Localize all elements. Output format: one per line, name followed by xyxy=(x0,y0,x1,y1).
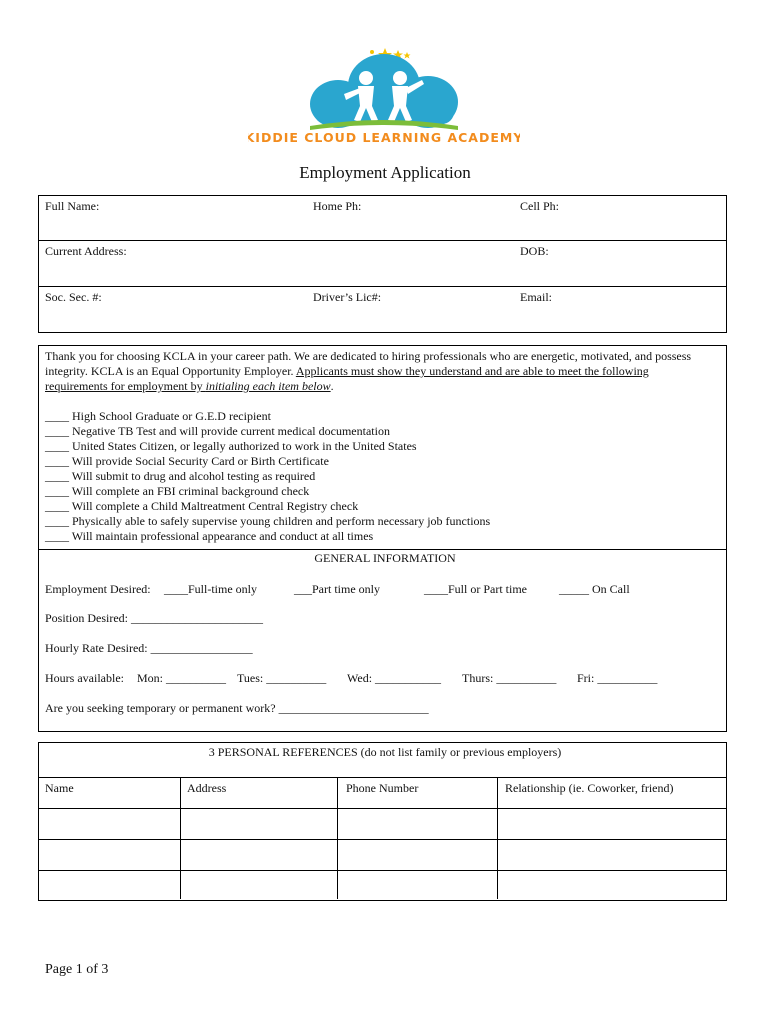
table-row-divider xyxy=(38,870,726,871)
cloud-logo-graphic xyxy=(248,44,520,148)
svg-text:KIDDIE CLOUD LEARNING ACADEMY: KIDDIE CLOUD LEARNING ACADEMY xyxy=(248,130,520,145)
general-info-heading: GENERAL INFORMATION xyxy=(314,551,456,565)
requirement-item: ____ United States Citizen, or legally authorized to work in the United States xyxy=(45,439,417,453)
position-desired-field: Position Desired: ______________________ xyxy=(45,611,263,625)
temp-perm-field: Are you seeking temporary or permanent work? _________________________ xyxy=(45,701,429,715)
requirement-item: ____ Will submit to drug and alcohol testing as required xyxy=(45,469,316,483)
logo xyxy=(248,44,520,148)
hours-available-label: Hours available: xyxy=(45,671,124,685)
page-number: Page 1 of 3 xyxy=(45,962,109,977)
references-heading: 3 PERSONAL REFERENCES (do not list family or previous employers) xyxy=(208,745,562,759)
table-row-divider xyxy=(38,777,726,778)
column-header-phone: Phone Number xyxy=(346,781,419,795)
thurs-field: Thurs: __________ xyxy=(462,671,557,685)
tues-field: Tues: __________ xyxy=(237,671,327,685)
drivers-license-label: Driver’s Lic#: xyxy=(313,290,382,304)
divider xyxy=(38,549,726,550)
requirement-item: ____ High School Graduate or G.E.D recipient xyxy=(45,409,271,423)
full-time-option: ____Full-time only xyxy=(164,582,257,596)
employment-desired-label: Employment Desired: xyxy=(45,582,151,596)
column-header-address: Address xyxy=(187,781,227,795)
references-table xyxy=(38,742,727,901)
full-name-label: Full Name: xyxy=(45,199,100,213)
home-phone-label: Home Ph: xyxy=(313,199,362,213)
full-or-part-option: ____Full or Part time xyxy=(424,582,527,596)
intro-paragraph: Thank you for choosing KCLA in your career path. We are dedicated to hiring professionals who are energetic, motivated, and possess integrity. KCLA is an Equal Opportunity Employer. Applicants must show they understand and are able to meet the following requirements for employment by initialing each item below. xyxy=(45,349,692,393)
soc-sec-label: Soc. Sec. #: xyxy=(45,290,102,304)
cell-phone-label: Cell Ph: xyxy=(520,199,560,213)
on-call-option: _____ On Call xyxy=(559,582,630,596)
part-time-option: ___Part time only xyxy=(294,582,380,596)
hourly-rate-field: Hourly Rate Desired: _________________ xyxy=(45,641,253,655)
requirement-item: ____ Will maintain professional appearance and conduct at all times xyxy=(45,529,374,543)
mon-field: Mon: __________ xyxy=(137,671,227,685)
dob-label: DOB: xyxy=(520,244,549,258)
column-header-relationship: Relationship (ie. Coworker, friend) xyxy=(505,781,674,795)
requirement-item: ____ Will complete an FBI criminal background check xyxy=(45,484,310,498)
table-row-divider xyxy=(38,808,726,809)
fri-field: Fri: __________ xyxy=(577,671,658,685)
requirement-item: ____ Will complete a Child Maltreatment Central Registry check xyxy=(45,499,359,513)
wed-field: Wed: ___________ xyxy=(347,671,442,685)
personal-info-box xyxy=(38,195,727,333)
divider xyxy=(38,240,726,241)
email-label: Email: xyxy=(520,290,552,304)
column-header-name: Name xyxy=(45,781,74,795)
table-col-divider xyxy=(180,777,181,899)
divider xyxy=(38,286,726,287)
requirement-item: ____ Negative TB Test and will provide current medical documentation xyxy=(45,424,390,438)
current-address-label: Current Address: xyxy=(45,244,127,258)
page-title: Employment Application xyxy=(299,163,471,182)
table-col-divider xyxy=(497,777,498,899)
table-col-divider xyxy=(337,777,338,899)
requirement-item: ____ Physically able to safely supervise young children and perform necessary job functions xyxy=(45,514,491,528)
table-row-divider xyxy=(38,839,726,840)
requirement-item: ____ Will provide Social Security Card or Birth Certificate xyxy=(45,454,329,468)
